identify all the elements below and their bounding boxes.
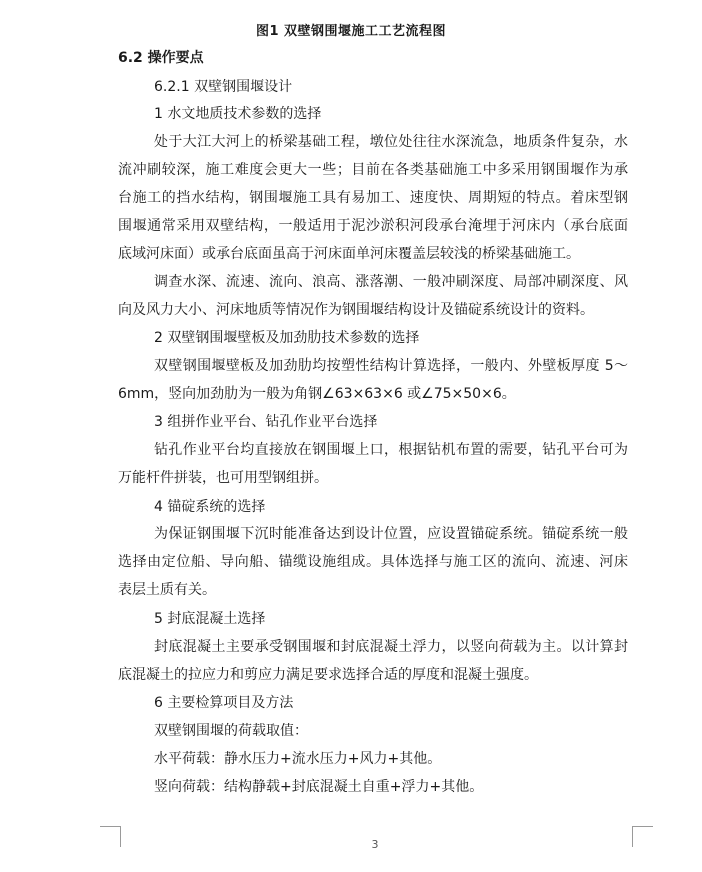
paragraph-line: 台施工的挡水结构，钢围堰施工具有易加工、速度快、周期短的特点。着床型钢 xyxy=(118,190,628,206)
paragraph-line: 处于大江大河上的桥梁基础工程，墩位处往往水深流急，地质条件复杂，水 xyxy=(154,134,628,150)
paragraph-line: 6mm，竖向加劲肋为一般为角钢∠63×63×6 或∠75×50×6。 xyxy=(118,386,516,402)
paragraph-line: 为保证钢围堰下沉时能准备达到设计位置，应设置锚碇系统。锚碇系统一般 xyxy=(154,526,628,542)
paragraph-line: 选择由定位船、导向船、锚缆设施组成。具体选择与施工区的流向、流速、河床 xyxy=(118,554,628,570)
paragraph-line: 调查水深、流速、流向、浪高、涨落潮、一般冲刷深度、局部冲刷深度、风 xyxy=(154,274,628,290)
paragraph-line: 竖向荷载：结构静载+封底混凝土自重+浮力+其他。 xyxy=(154,779,484,795)
paragraph-line: 向及风力大小、河床地质等情况作为钢围堰结构设计及锚碇系统设计的资料。 xyxy=(118,302,594,318)
item-heading: 1 水文地质技术参数的选择 xyxy=(154,106,322,122)
paragraph-line: 底混凝土的拉应力和剪应力满足要求选择合适的厚度和混凝土强度。 xyxy=(118,667,538,683)
paragraph-line: 流冲刷较深，施工难度会更大一些；目前在各类基础施工中多采用钢围堰作为承 xyxy=(118,162,628,178)
item-heading: 6 主要检算项目及方法 xyxy=(154,695,294,711)
paragraph-line: 钻孔作业平台均直接放在钢围堰上口，根据钻机布置的需要，钻孔平台可为 xyxy=(154,442,628,458)
paragraph-line: 表层土质有关。 xyxy=(118,582,216,598)
item-heading: 4 锚碇系统的选择 xyxy=(154,499,266,515)
section-title: 6.2 操作要点 xyxy=(118,50,204,66)
item-heading: 2 双壁钢围堰壁板及加劲肋技术参数的选择 xyxy=(154,330,420,346)
subsection-heading: 6.2.1 双壁钢围堰设计 xyxy=(154,79,293,95)
paragraph-line: 围堰通常采用双壁结构，一般适用于泥沙淤积河段承台淹埋于河床内（承台底面 xyxy=(118,218,628,234)
figure-caption: 图1 双壁钢围堰施工工艺流程图 xyxy=(255,24,447,39)
paragraph-line: 双壁钢围堰壁板及加劲肋均按塑性结构计算选择，一般内、外壁板厚度 5～ xyxy=(154,358,628,374)
paragraph-line: 双壁钢围堰的荷载取值： xyxy=(154,723,308,739)
item-heading: 5 封底混凝土选择 xyxy=(154,611,266,627)
item-heading: 3 组拼作业平台、钻孔作业平台选择 xyxy=(154,414,378,430)
paragraph-line: 水平荷载：静水压力+流水压力+风力+其他。 xyxy=(154,751,442,767)
paragraph-line: 万能杆件拼装，也可用型钢组拼。 xyxy=(118,470,328,486)
page-number: 3 xyxy=(371,838,379,851)
paragraph-line: 底域河床面）或承台底面虽高于河床面单河床覆盖层较浅的桥梁基础施工。 xyxy=(118,246,580,262)
paragraph-line: 封底混凝土主要承受钢围堰和封底混凝土浮力，以竖向荷载为主。以计算封 xyxy=(154,639,628,655)
